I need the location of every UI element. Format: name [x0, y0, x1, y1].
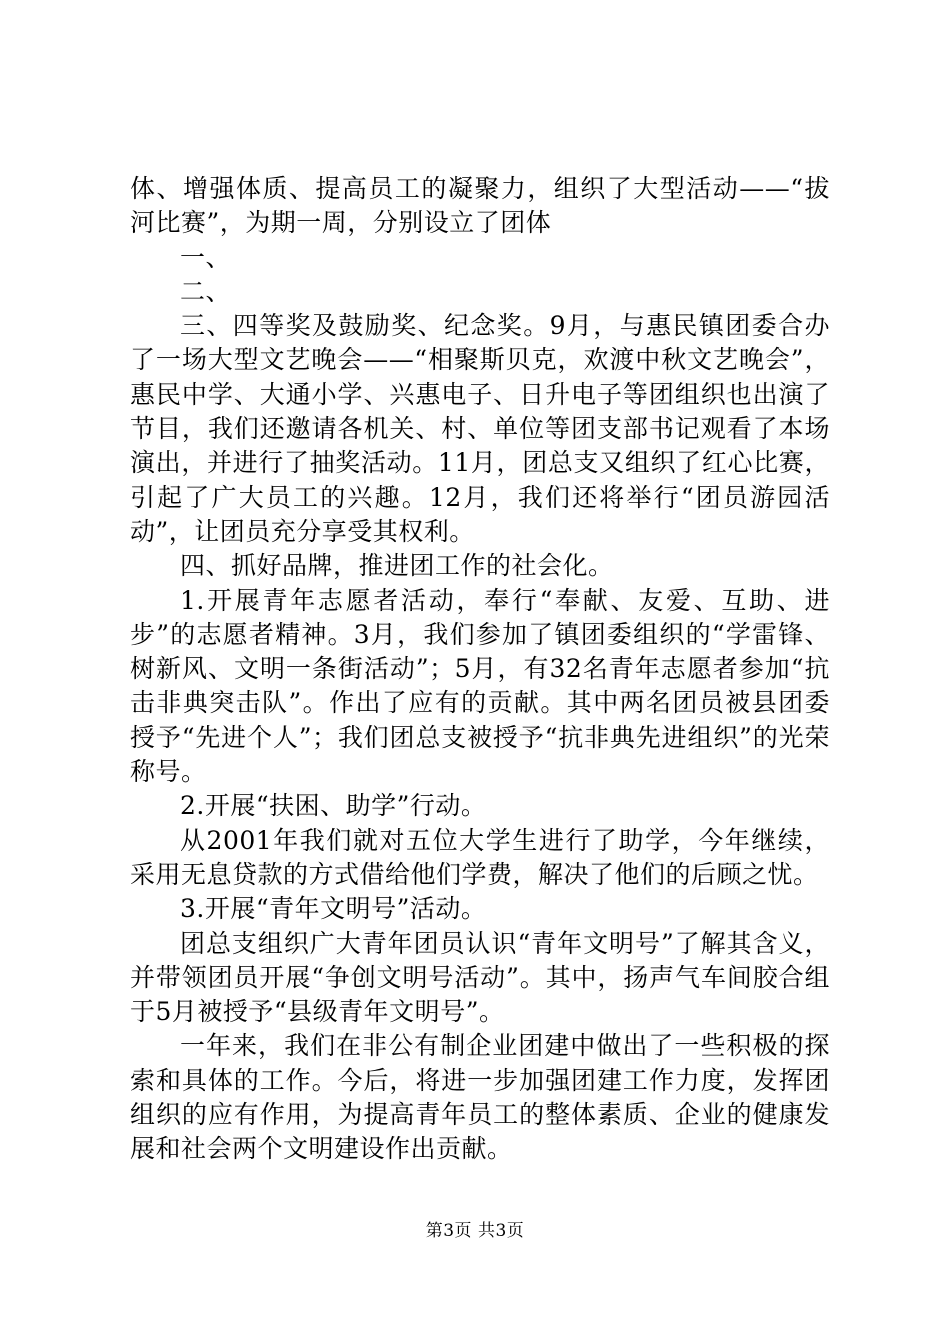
paragraph-cultural-evening: 三、四等奖及鼓励奖、纪念奖。9月，与惠民镇团委合办了一场大型文艺晚会——“相聚斯贝克，欢渡中秋文艺晚会”，惠民中学、大通小学、兴惠电子、日升电子等团组织也出演了节目，我们还邀请各机关、村、单位等团支部书记观看了本场演出，并进行了抽奖活动。11月，团总支又组织了红心比赛，引起了广大员工的兴趣。12月，我们还将举行“团员游园活动”，让团员充分享受其权利。 [130, 311, 830, 546]
page-footer: 第3页 共3页 [425, 1221, 525, 1241]
paragraph-poverty-aid-heading: 2.开展“扶困、助学”行动。 [180, 791, 487, 821]
paragraph-student-aid: 从2001年我们就对五位大学生进行了助学，今年继续，采用无息贷款的方式借给他们学费，解决了他们的后顾之忧。 [130, 825, 830, 889]
paragraph-volunteer-activity: 1.开展青年志愿者活动，奉行“奉献、友爱、互助、进步”的志愿者精神。3月，我们参加了镇团委组织的“学雷锋、树新风、文明一条街活动”；5月，有32名青年志愿者参加“抗击非典突击队”。作出了应有的贡献。其中两名团员被县团委授予“先进个人”；我们团总支被授予“抗非典先进组织”的光荣称号。 [130, 585, 830, 787]
paragraph-conclusion: 一年来，我们在非公有制企业团建中做出了一些积极的探索和具体的工作。今后，将进一步加强团建工作力度，发挥团组织的应有作用，为提高青年员工的整体素质、企业的健康发展和社会两个文明建设作出贡献。 [130, 1031, 830, 1164]
paragraph-first-prize: 一、 [180, 242, 232, 272]
paragraph-second-prize: 二、 [180, 276, 232, 306]
paragraph-tug-of-war: 体、增强体质、提高员工的凝聚力，组织了大型活动——“拔河比赛”，为期一周，分别设立了团体 [130, 174, 830, 238]
document-body [130, 172, 830, 1167]
paragraph-civilization-detail: 团总支组织广大青年团员认识“青年文明号”了解其含义，并带领团员开展“争创文明号活动”。其中，扬声气车间胶合组于5月被授予“县级青年文明号”。 [130, 928, 830, 1027]
paragraph-section-four-heading: 四、抓好品牌，推进团工作的社会化。 [180, 551, 614, 581]
paragraph-civilization-heading: 3.开展“青年文明号”活动。 [180, 894, 487, 924]
